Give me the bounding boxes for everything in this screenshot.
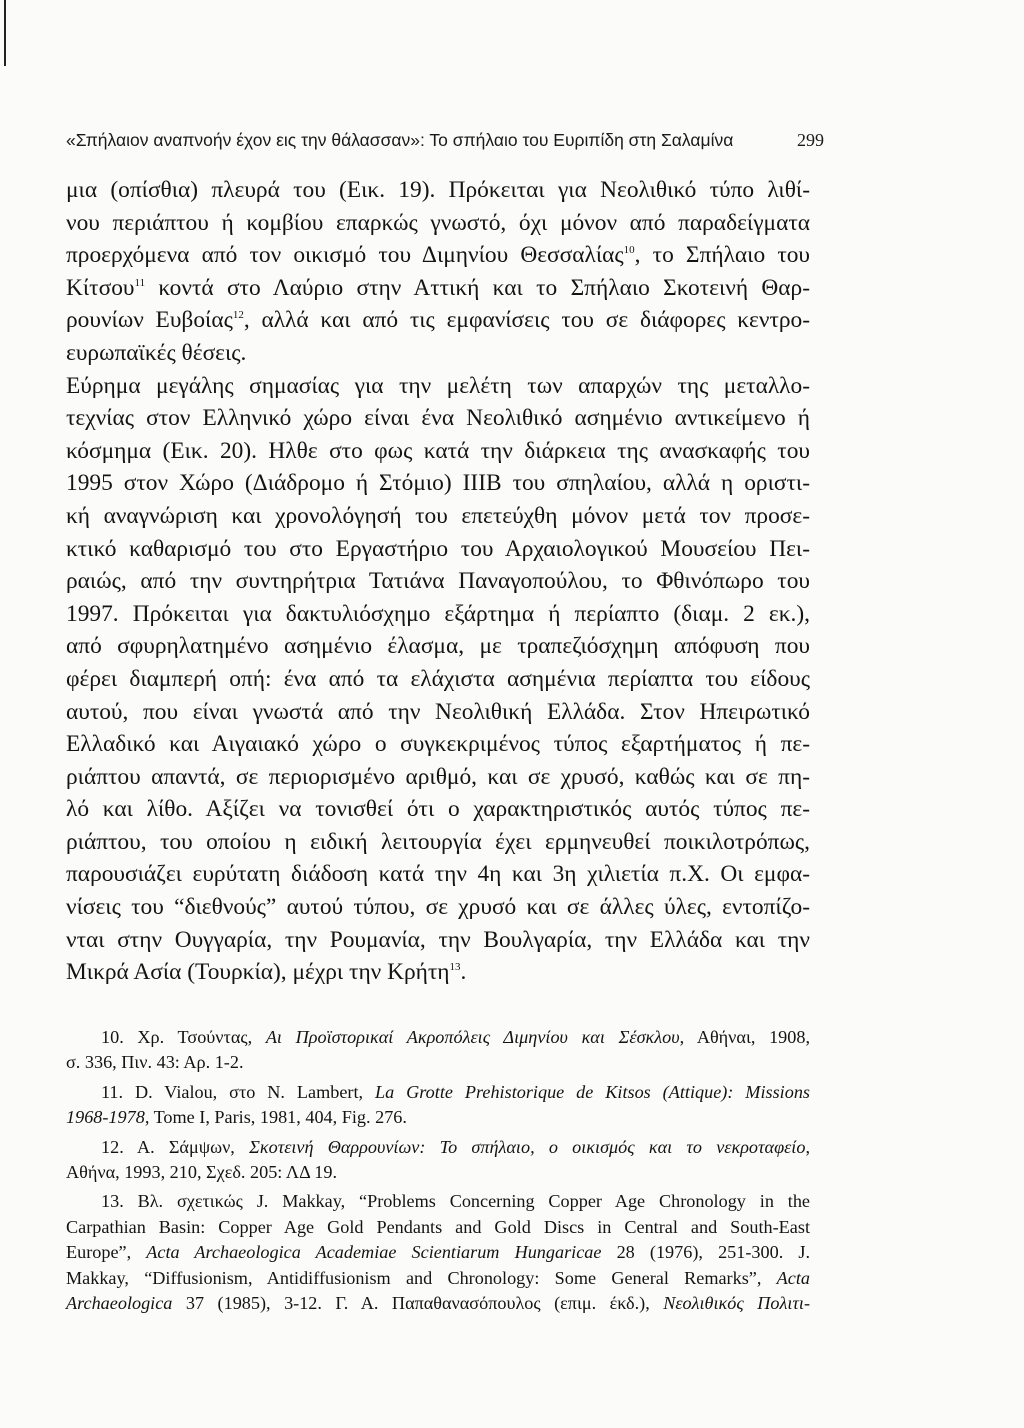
footnote-line: Carpathian Basin: Copper Age Gold Pendants and Gold Discs in Central and South-East — [66, 1216, 810, 1237]
main-text — [66, 174, 810, 989]
running-header — [66, 128, 824, 152]
text-span: 28 (1976), 251-300. J. — [601, 1242, 811, 1263]
footnote-line — [66, 1240, 810, 1265]
text-line: νίσεις του “διεθνούς” αυτού τύπου, σε χρυσό και σε άλλες ύλες, εντοπίζο- — [66, 894, 810, 921]
title-italic: Σκοτεινή Θαρρουνίων: Το σπήλαιο, ο οικισμός και το νεκροταφείο — [249, 1136, 806, 1157]
text-line — [66, 956, 810, 989]
text-line: 1997. Πρόκειται για δακτυλιόσχημο εξάρτημα ή περίαπτο (διαμ. 2 εκ.), — [66, 600, 810, 627]
scan-edge-mark — [4, 0, 6, 66]
footnote-line: 13. Βλ. σχετικώς J. Makkay, “Problems Concerning Copper Age Chronology in the — [101, 1191, 810, 1212]
footnote-ref-11: 11 — [134, 276, 146, 289]
footnote-line — [66, 1266, 810, 1291]
footnote-ref-12: 12 — [232, 309, 244, 322]
text-span: . — [460, 959, 467, 986]
text-span: προερχόμενα από τον οικισμό του Διμηνίου Θεσσαλίας — [66, 242, 624, 269]
text-line — [66, 304, 810, 337]
text-line: 1995 στον Χώρο (Διάδρομο ή Στόμιο) ΙΙΙΒ του σπηλαίου, αλλά η οριστι- — [66, 470, 810, 497]
text-span: Makkay, “Diffusionism, Antidiffusionism and Chronology: Some General Remarks”, — [66, 1267, 777, 1288]
text-line: κή αναγνώριση και χρονολόγησή του επετεύχθη μόνον μετά τον προσε- — [66, 502, 810, 529]
text-span: 37 (1985), 3-12. Γ. Α. Παπαθανασόπουλος (επιμ. έκδ.), — [172, 1293, 664, 1314]
footnote-ref-13: 13 — [449, 961, 461, 974]
text-line: λό και λίθο. Αξίζει να τονισθεί ότι ο χαρακτηριστικός αυτός τύπος πε- — [66, 796, 810, 823]
text-line: τεχνίας στον Ελληνικό χώρο είναι ένα Νεολιθικό ασημένιο αντικείμενο ή — [66, 405, 810, 432]
page-number: 299 — [797, 130, 824, 150]
text-line — [66, 272, 810, 305]
text-span: Κίτσου — [66, 274, 135, 301]
paragraph-1 — [66, 174, 810, 370]
footnote-line: Αθήνα, 1993, 210, Σχεδ. 205: ΛΔ 19. — [66, 1162, 338, 1183]
footnote-line — [66, 1135, 810, 1160]
text-line: ριάπτου, του οποίου η ειδική λειτουργία έχει ερμηνευθεί ποικιλοτρόπως, — [66, 828, 810, 855]
text-line: ριάπτου απαντά, σε περιορισμένο αριθμό, και σε χρυσό, καθώς και σε πη- — [66, 763, 810, 790]
text-line: φέρει διαμπερή οπή: ένα από τα ελάχιστα ασημένια περίαπτα του είδους — [66, 665, 810, 692]
footnote-12 — [66, 1135, 810, 1186]
text-line: ραιώς, από την συντηρήτρια Τατιάνα Παναγοπούλου, το Φθινόπωρο του — [66, 568, 810, 595]
text-span: 11. D. Vialou, στο N. Lambert, — [101, 1081, 375, 1102]
title-italic: Archaeologica — [66, 1293, 173, 1314]
footnote-line — [66, 1025, 810, 1050]
text-span: , αλλά και από τις εμφανίσεις του σε διάφορες κεντρο- — [243, 307, 810, 334]
text-line: ευρωπαϊκές θέσεις. — [66, 339, 247, 366]
text-span: 12. Α. Σάμψων, — [101, 1136, 250, 1157]
text-span: Μικρά Ασία (Τουρκία), μέχρι την Κρήτη — [66, 959, 450, 986]
text-span: Europe”, — [66, 1242, 147, 1263]
footnote-line — [66, 1291, 810, 1316]
paragraph-2 — [66, 370, 810, 989]
text-span: κοντά στο Λαύριο στην Αττική και το Σπήλαιο Σκοτεινή Θαρ- — [145, 274, 810, 301]
footnote-ref-10: 10 — [623, 244, 635, 257]
text-span: , — [805, 1136, 810, 1157]
footnote-11 — [66, 1080, 810, 1131]
text-line: παρουσιάζει ευρύτατη διάδοση κατά την 4η και 3η χιλιετία π.Χ. Οι εμφα- — [66, 861, 810, 888]
text-line: νου περιάπτου ή κομβίου επαρκώς γνωστό, όχι μόνον από παραδείγματα — [66, 209, 810, 236]
text-line: από σφυρηλατημένο ασημένιο έλασμα, με τραπεζιόσχημη απόφυση που — [66, 633, 810, 660]
footnote-line — [66, 1080, 810, 1105]
title-italic: Acta — [776, 1267, 810, 1288]
title-italic: Acta Archaeologica Academiae Scientiarum Hungaricae — [146, 1242, 602, 1263]
title-italic: Αι Προϊστορικαί Ακροπόλεις Διμηνίου και Σέσκλου — [265, 1027, 680, 1047]
footnote-line: σ. 336, Πιν. 43: Αρ. 1-2. — [66, 1052, 244, 1073]
text-span: , το Σπήλαιο του — [634, 242, 810, 269]
text-line: κόσμημα (Εικ. 20). Ηλθε στο φως κατά την διάρκεια της ανασκαφής του — [66, 437, 810, 464]
text-line: κτικό καθαρισμό του στο Εργαστήριο του Αρχαιολογικού Μουσείου Πει- — [66, 535, 810, 562]
running-title: «Σπήλαιον αναπνοήν έχον εις την θάλασσαν»: Το σπήλαιο του Ευριπίδη στη Σαλαμίνα — [66, 130, 734, 150]
title-italic: La Grotte Prehistorique de Kitsos (Attique): Missions — [375, 1081, 810, 1102]
title-italic: 1968-1978 — [66, 1107, 145, 1128]
footnote-13 — [66, 1189, 810, 1316]
text-span: ρουνίων Ευβοίας — [66, 307, 233, 334]
text-line: νται στην Ουγγαρία, την Ρουμανία, την Βουλγαρία, την Ελλάδα και την — [66, 926, 810, 953]
text-span: 10. Χρ. Τσούντας, — [101, 1027, 266, 1047]
text-line: μια (οπίσθια) πλευρά του (Εικ. 19). Πρόκειται για Νεολιθικό τύπο λιθί- — [66, 177, 810, 203]
footnote-line — [66, 1105, 810, 1130]
text-line: αυτού, που είναι γνωστά από την Νεολιθική Ελλάδα. Στον Ηπειρωτικό — [66, 698, 810, 725]
footnotes — [66, 1025, 810, 1320]
footnote-10 — [66, 1025, 810, 1076]
title-italic: Νεολιθικός Πολιτι- — [663, 1293, 811, 1314]
text-line — [66, 239, 810, 272]
text-line: Εύρημα μεγάλης σημασίας για την μελέτη των απαρχών της μεταλλο- — [66, 372, 810, 399]
text-line: Ελλαδικό και Αιγαιακό χώρο ο συγκεκριμένος τύπος εξαρτήματος ή πε- — [66, 731, 810, 758]
text-span: , Αθήναι, 1908, — [679, 1027, 810, 1047]
text-span: , Tome I, Paris, 1981, 404, Fig. 276. — [144, 1107, 407, 1128]
